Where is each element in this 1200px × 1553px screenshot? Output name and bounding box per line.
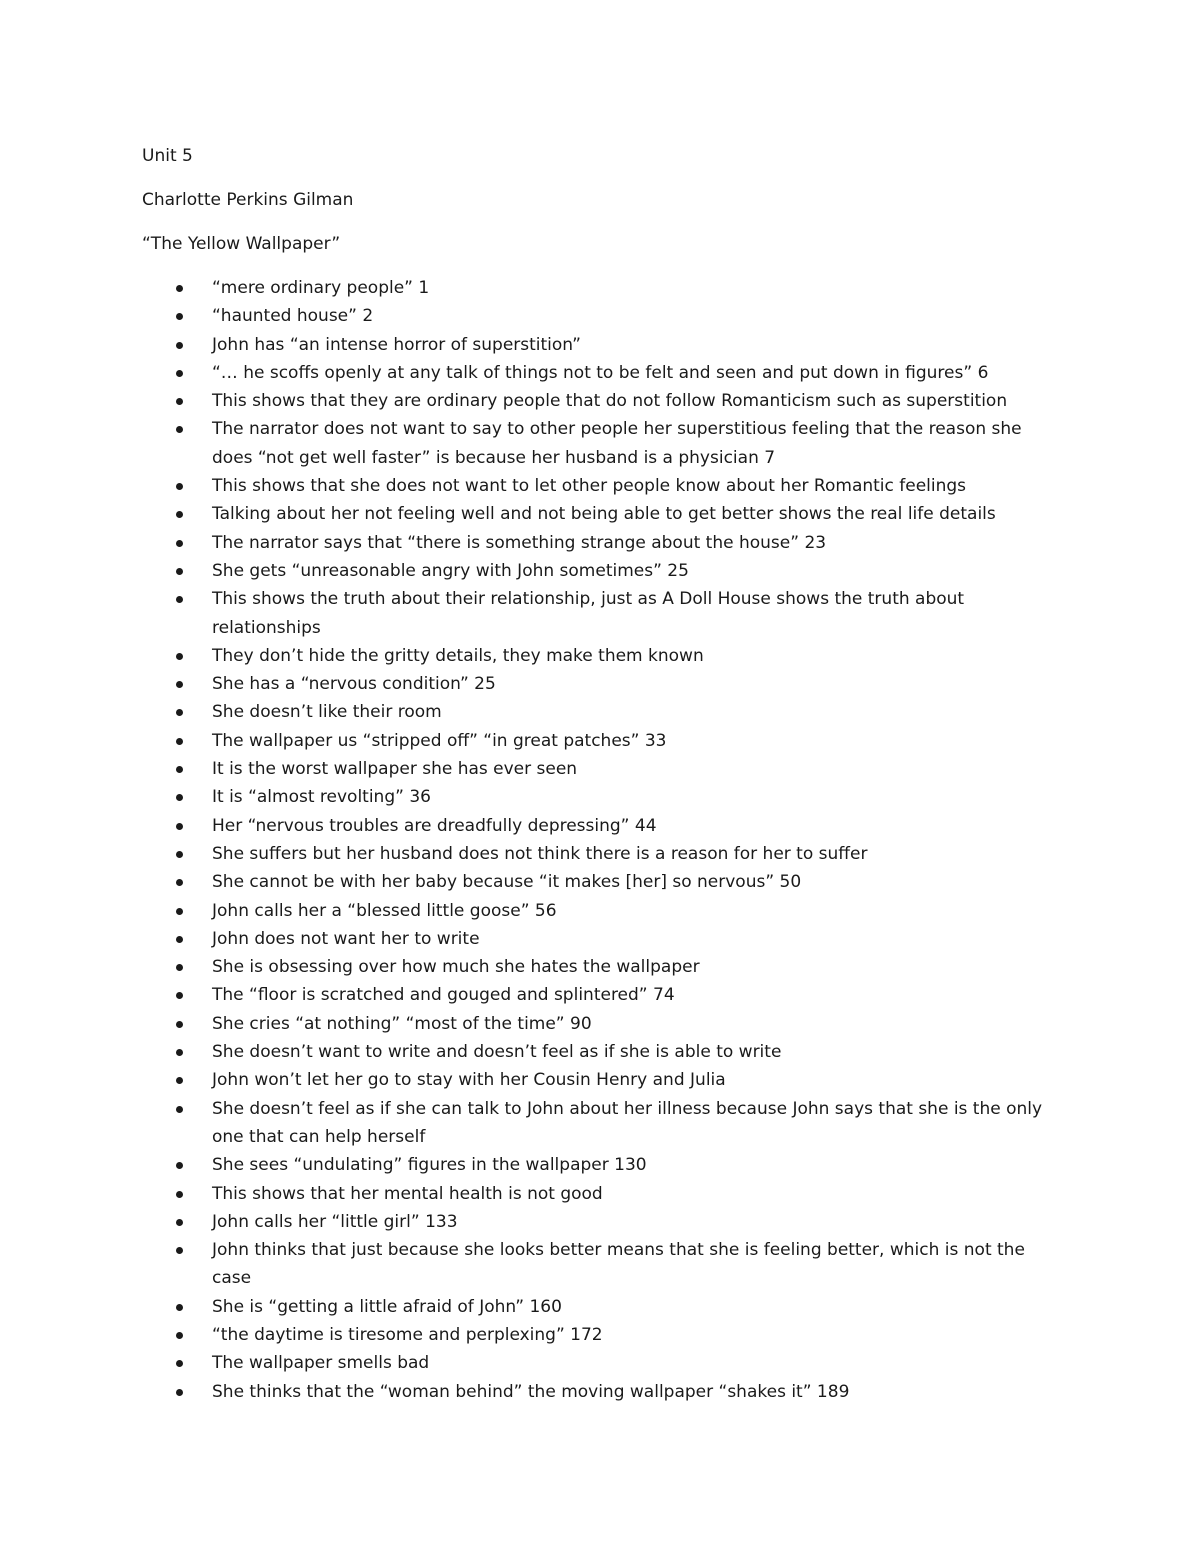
bullet-icon bbox=[176, 483, 183, 490]
list-item bbox=[142, 585, 1062, 642]
bullet-icon bbox=[176, 823, 183, 830]
bullet-icon bbox=[176, 285, 183, 292]
list-item-text: She doesn’t like their room bbox=[212, 702, 442, 723]
list-item bbox=[142, 925, 1062, 953]
list-item-text: This shows the truth about their relationship, just as A Doll House shows the truth about relationships bbox=[212, 589, 965, 638]
list-item bbox=[142, 387, 1062, 415]
list-item-text: She thinks that the “woman behind” the moving wallpaper “shakes it” 189 bbox=[212, 1381, 850, 1402]
bullet-icon bbox=[176, 936, 183, 943]
list-item bbox=[142, 359, 1062, 387]
bullet-icon bbox=[176, 964, 183, 971]
list-item-text: She is obsessing over how much she hates the wallpaper bbox=[212, 957, 700, 978]
list-item-text: “mere ordinary people” 1 bbox=[212, 278, 430, 298]
work-title: “The Yellow Wallpaper” bbox=[142, 234, 341, 254]
list-item-text: The narrator says that “there is something strange about the house” 23 bbox=[212, 532, 827, 553]
bullet-icon bbox=[176, 653, 183, 660]
bullet-icon bbox=[176, 1077, 183, 1084]
bullet-icon bbox=[176, 879, 183, 886]
unit-heading: Unit 5 bbox=[142, 146, 193, 166]
list-item bbox=[142, 698, 1062, 726]
list-item-text: John has “an intense horror of superstition” bbox=[212, 334, 581, 355]
bullet-icon bbox=[176, 342, 183, 349]
list-item-text: She is “getting a little afraid of John” 160 bbox=[212, 1296, 562, 1317]
bullet-icon bbox=[176, 766, 183, 773]
list-item bbox=[142, 1010, 1062, 1038]
bullet-icon bbox=[176, 992, 183, 999]
list-item bbox=[142, 1378, 1062, 1406]
bullet-icon bbox=[176, 681, 183, 688]
list-item-text: The “floor is scratched and gouged and splintered” 74 bbox=[212, 985, 675, 1006]
list-item bbox=[142, 727, 1062, 755]
author-name: Charlotte Perkins Gilman bbox=[142, 190, 354, 210]
bullet-icon bbox=[176, 370, 183, 377]
list-item-text: It is “almost revolting” 36 bbox=[212, 787, 431, 808]
list-item-text: John won’t let her go to stay with her Cousin Henry and Julia bbox=[212, 1070, 726, 1091]
list-item-text: Her “nervous troubles are dreadfully depressing” 44 bbox=[212, 815, 657, 836]
bullet-icon bbox=[176, 540, 183, 547]
list-item bbox=[142, 783, 1062, 811]
list-item bbox=[142, 1236, 1062, 1293]
list-item-text: She gets “unreasonable angry with John sometimes” 25 bbox=[212, 560, 689, 581]
list-item bbox=[142, 415, 1062, 472]
bullet-icon bbox=[176, 426, 183, 433]
bullet-icon bbox=[176, 1360, 183, 1367]
list-item bbox=[142, 868, 1062, 896]
bullet-icon bbox=[176, 1219, 183, 1226]
list-item bbox=[142, 1180, 1062, 1208]
bullet-icon bbox=[176, 794, 183, 801]
list-item-text: She sees “undulating” figures in the wallpaper 130 bbox=[212, 1155, 647, 1176]
list-item-text: She has a “nervous condition” 25 bbox=[212, 674, 496, 695]
list-item-text: “haunted house” 2 bbox=[212, 306, 374, 327]
bullet-icon bbox=[176, 1332, 183, 1339]
list-item bbox=[142, 953, 1062, 981]
list-item-text: She doesn’t want to write and doesn’t feel as if she is able to write bbox=[212, 1042, 782, 1063]
list-item-text: She cries “at nothing” “most of the time” 90 bbox=[212, 1013, 592, 1034]
list-item bbox=[142, 755, 1062, 783]
bullet-icon bbox=[176, 1191, 183, 1198]
list-item-text: “the daytime is tiresome and perplexing” 172 bbox=[212, 1324, 603, 1345]
list-item-text: She doesn’t feel as if she can talk to John about her illness because John says that she is the only one that can help herself bbox=[212, 1098, 1043, 1147]
list-item-text: The wallpaper us “stripped off” “in great patches” 33 bbox=[212, 730, 667, 751]
list-item bbox=[142, 670, 1062, 698]
bullet-icon bbox=[176, 398, 183, 405]
list-item-text: This shows that she does not want to let other people know about her Romantic feelings bbox=[212, 476, 967, 497]
list-item-text: She suffers but her husband does not think there is a reason for her to suffer bbox=[212, 843, 868, 864]
list-item bbox=[142, 274, 1062, 302]
list-item bbox=[142, 529, 1062, 557]
bullet-icon bbox=[176, 313, 183, 320]
list-item-text: She cannot be with her baby because “it makes [her] so nervous” 50 bbox=[212, 872, 802, 893]
list-item bbox=[142, 1151, 1062, 1179]
list-item bbox=[142, 331, 1062, 359]
list-item bbox=[142, 1095, 1062, 1152]
notes-list bbox=[142, 274, 1062, 1406]
list-item-text: This shows that her mental health is not good bbox=[212, 1183, 603, 1204]
list-item-text: John does not want her to write bbox=[212, 928, 480, 949]
list-item-text: John thinks that just because she looks better means that she is feeling better, which is not the case bbox=[212, 1240, 1025, 1289]
bullet-icon bbox=[176, 851, 183, 858]
bullet-icon bbox=[176, 1021, 183, 1028]
list-item bbox=[142, 840, 1062, 868]
bullet-icon bbox=[176, 596, 183, 603]
list-item bbox=[142, 1066, 1062, 1094]
list-item-text: The wallpaper smells bad bbox=[212, 1353, 430, 1374]
list-item bbox=[142, 897, 1062, 925]
list-item bbox=[142, 472, 1062, 500]
list-item-text: Talking about her not feeling well and not being able to get better shows the real life details bbox=[212, 504, 996, 525]
list-item-text: John calls her a “blessed little goose” 56 bbox=[212, 900, 557, 921]
list-item bbox=[142, 1293, 1062, 1321]
bullet-icon bbox=[176, 568, 183, 575]
list-item-text: This shows that they are ordinary people that do not follow Romanticism such as superstition bbox=[212, 391, 1008, 412]
list-item bbox=[142, 981, 1062, 1009]
list-item bbox=[142, 642, 1062, 670]
bullet-icon bbox=[176, 738, 183, 745]
list-item bbox=[142, 1321, 1062, 1349]
bullet-icon bbox=[176, 709, 183, 716]
bullet-icon bbox=[176, 1389, 183, 1396]
bullet-icon bbox=[176, 1247, 183, 1254]
document-content bbox=[142, 142, 1062, 1406]
list-item-text: It is the worst wallpaper she has ever seen bbox=[212, 759, 578, 780]
bullet-icon bbox=[176, 1049, 183, 1056]
list-item-text: The narrator does not want to say to other people her superstitious feeling that the reason she does “not get well faster” is because her husband is a physician 7 bbox=[212, 419, 1022, 468]
list-item bbox=[142, 557, 1062, 585]
list-item bbox=[142, 812, 1062, 840]
list-item bbox=[142, 1038, 1062, 1066]
bullet-icon bbox=[176, 1162, 183, 1169]
bullet-icon bbox=[176, 511, 183, 518]
list-item bbox=[142, 1349, 1062, 1377]
bullet-icon bbox=[176, 1106, 183, 1113]
list-item bbox=[142, 1208, 1062, 1236]
list-item bbox=[142, 500, 1062, 528]
bullet-icon bbox=[176, 1304, 183, 1311]
bullet-icon bbox=[176, 908, 183, 915]
list-item-text: “… he scoffs openly at any talk of things not to be felt and seen and put down in figures” 6 bbox=[212, 362, 989, 383]
list-item bbox=[142, 302, 1062, 330]
list-item-text: John calls her “little girl” 133 bbox=[212, 1211, 458, 1232]
list-item-text: They don’t hide the gritty details, they make them known bbox=[212, 645, 704, 666]
